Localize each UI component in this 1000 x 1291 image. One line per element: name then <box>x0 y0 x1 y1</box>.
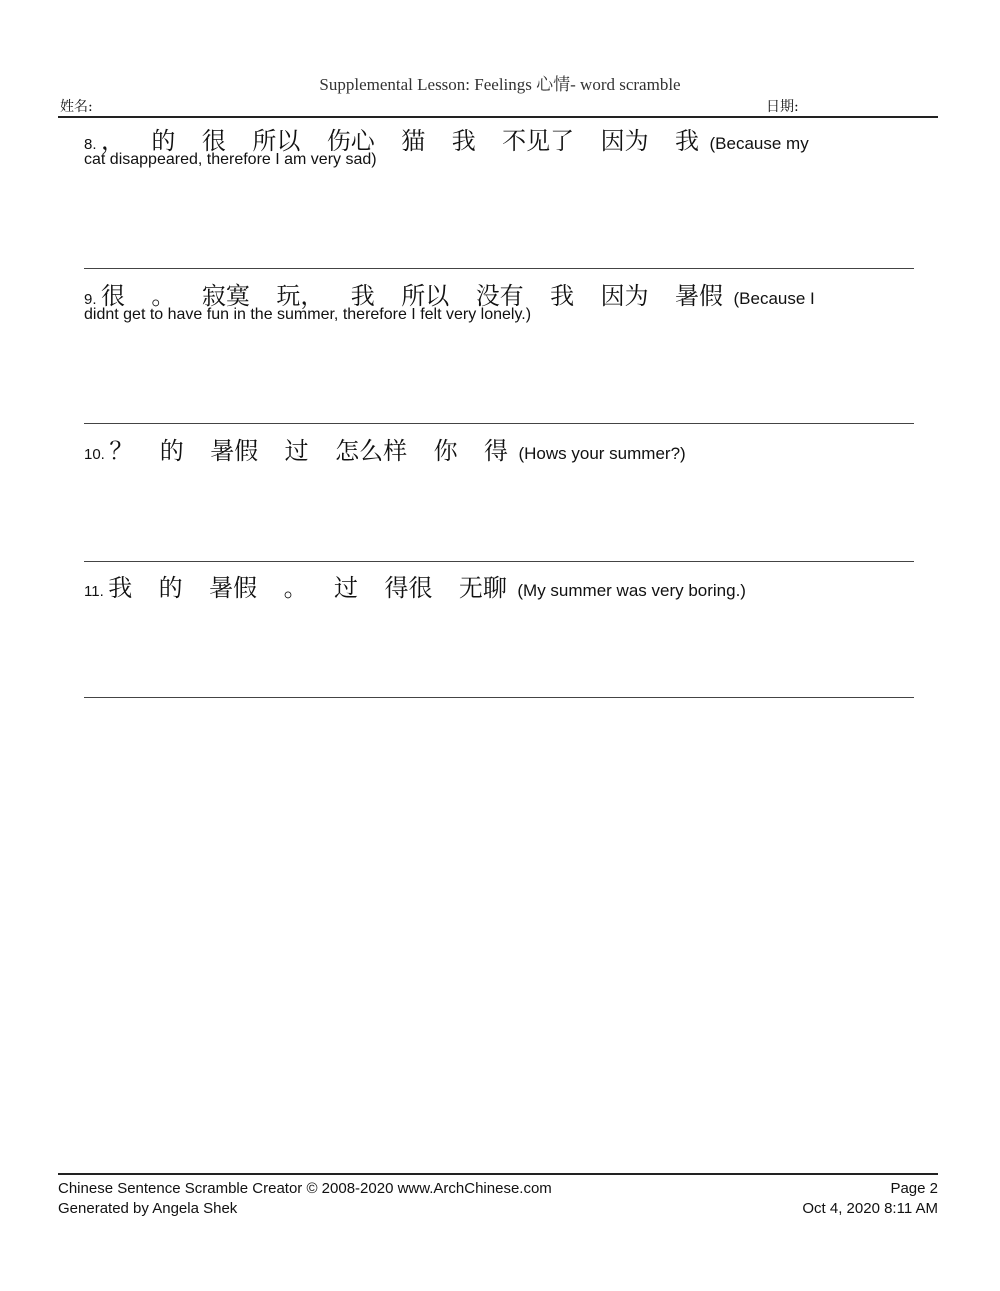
word-tile[interactable]: 的 <box>159 437 184 465</box>
word-tile[interactable]: 猫 <box>401 127 426 155</box>
word-tile[interactable]: 你 <box>433 437 458 465</box>
question-number: 10. <box>84 446 105 463</box>
word-tile[interactable]: 暑假 <box>675 282 724 310</box>
english-hint: (My summer was very boring.) <box>517 581 746 600</box>
english-hint: (Hows your summer?) <box>518 444 686 463</box>
word-tile[interactable]: 伤心 <box>326 127 375 155</box>
question-11 <box>84 575 914 603</box>
word-tile[interactable]: 。 <box>151 282 176 310</box>
footer-credits <box>58 1179 552 1219</box>
footer-divider <box>58 1173 938 1175</box>
english-hint-continued: didnt get to have fun in the summer, therefore I felt very lonely.) <box>84 305 532 323</box>
word-tile[interactable]: 所以 <box>252 127 301 155</box>
word-tile[interactable]: ， <box>100 127 125 155</box>
word-tile[interactable]: 我 <box>675 127 700 155</box>
word-tile[interactable]: 得 <box>484 437 509 465</box>
word-tile[interactable]: 因为 <box>600 282 649 310</box>
word-tile[interactable]: ？ <box>109 437 134 465</box>
word-tile[interactable]: 我 <box>350 282 375 310</box>
word-tile[interactable]: 暑假 <box>209 574 258 602</box>
header-divider <box>58 116 938 118</box>
word-tile[interactable]: 所以 <box>401 282 450 310</box>
answer-line-10[interactable] <box>84 561 914 562</box>
word-tile[interactable]: 我 <box>451 127 476 155</box>
word-tile[interactable]: 无聊 <box>458 574 507 602</box>
english-hint-continued: cat disappeared, therefore I am very sad) <box>84 150 377 168</box>
word-tile[interactable]: 寂寞 <box>201 282 250 310</box>
copyright-text: Chinese Sentence Scramble Creator © 2008-2020 www.ArchChinese.com <box>58 1180 552 1197</box>
page-number: Page 2 <box>890 1180 938 1197</box>
word-tile[interactable]: 我 <box>550 282 575 310</box>
word-tile[interactable]: 玩， <box>276 282 325 310</box>
word-tile[interactable]: 很 <box>100 282 125 310</box>
word-tile[interactable]: 的 <box>158 574 183 602</box>
name-label: 姓名: <box>60 99 93 115</box>
answer-line-9[interactable] <box>84 423 914 424</box>
word-tile[interactable]: 过 <box>334 574 359 602</box>
question-10 <box>84 438 914 466</box>
question-9 <box>84 283 914 323</box>
word-tile[interactable]: 不见了 <box>502 127 575 155</box>
word-tile[interactable]: 的 <box>151 127 176 155</box>
answer-line-11[interactable] <box>84 697 914 698</box>
question-number: 11. <box>84 583 104 600</box>
word-tile[interactable]: 怎么样 <box>335 437 408 465</box>
generated-datetime: Oct 4, 2020 8:11 AM <box>802 1200 938 1217</box>
date-label: 日期: <box>766 99 799 115</box>
english-hint: (Because my <box>709 134 809 153</box>
question-number: 9. <box>84 291 97 308</box>
word-tile[interactable]: 没有 <box>475 282 524 310</box>
worksheet-title: Supplemental Lesson: Feelings 心情- word scramble <box>319 75 681 94</box>
word-tile[interactable]: 因为 <box>600 127 649 155</box>
word-tile[interactable]: 。 <box>283 574 308 602</box>
english-hint: (Because I <box>733 289 815 308</box>
generated-by-text: Generated by Angela Shek <box>58 1200 238 1217</box>
footer-meta <box>802 1179 938 1219</box>
word-tile[interactable]: 过 <box>284 437 309 465</box>
word-tile[interactable]: 暑假 <box>210 437 259 465</box>
question-number: 8. <box>84 136 97 153</box>
answer-line-8[interactable] <box>84 268 914 269</box>
word-tile[interactable]: 很 <box>201 127 226 155</box>
word-tile[interactable]: 得很 <box>384 574 433 602</box>
word-tile[interactable]: 我 <box>108 574 133 602</box>
question-8 <box>84 128 914 168</box>
